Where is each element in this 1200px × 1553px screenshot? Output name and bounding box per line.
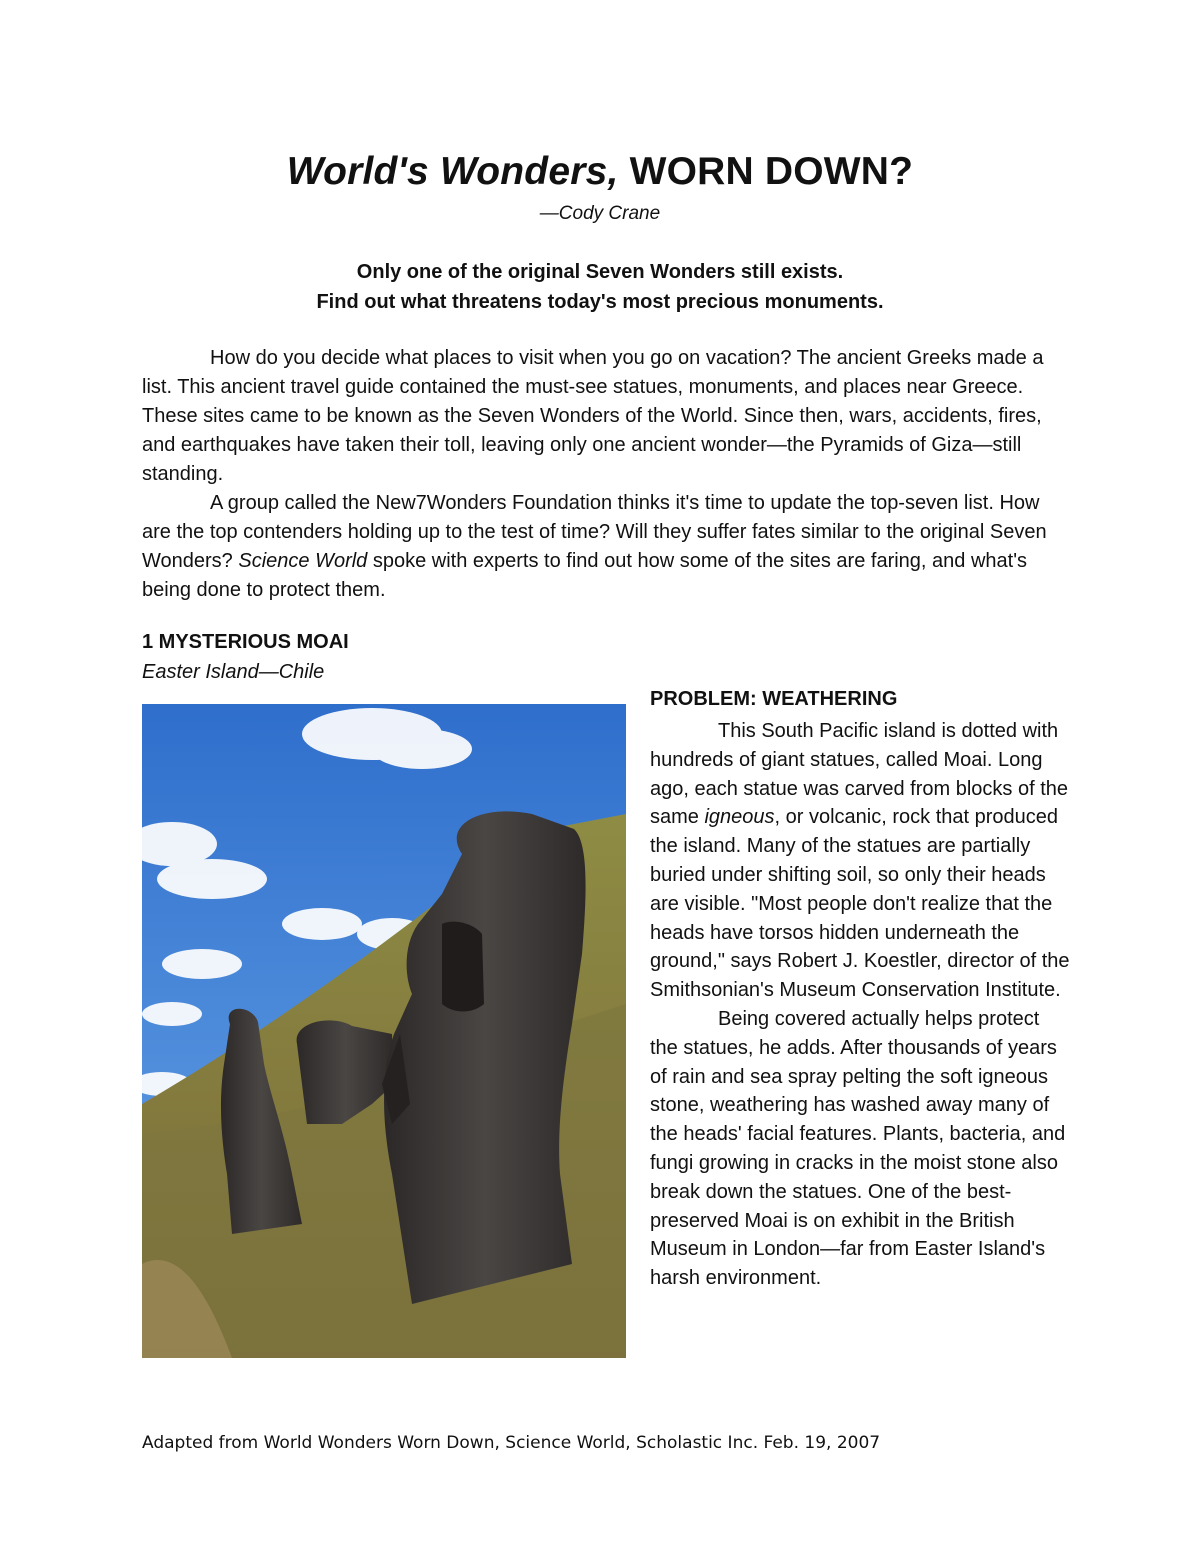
subhead-line-1: Only one of the original Seven Wonders still exists. (356, 261, 844, 283)
side-paragraph-2: Being covered actually helps protect the statues, he adds. After thousands of years of rain and sea spray pelting the soft igneous stone, weathering has washed away many of the heads' facial features. Plants, bacteria, and fungi growing in cracks in the moist stone also break down the statues. One of the best-preserved Moai is on exhibit in the British Museum in London—far from Easter Island's harsh environment. (650, 1007, 1066, 1290)
article-subhead (0, 257, 1200, 317)
intro-p2-italic: Science World (238, 550, 368, 572)
subhead-line-2: Find out what threatens today's most precious monuments. (316, 291, 884, 313)
article-title (0, 150, 1200, 194)
moai-photo-illustration (142, 704, 626, 1358)
article-title-italic: World's Wonders, (286, 150, 619, 193)
source-citation: Adapted from World Wonders Worn Down, Science World, Scholastic Inc. Feb. 19, 2007 (142, 1433, 881, 1453)
intro-paragraph-2 (142, 489, 1062, 605)
intro-text (142, 344, 1062, 605)
section-location: Easter Island—Chile (142, 661, 325, 683)
intro-p2-end: spoke with experts to find out how some of the sites are faring, and what's being done to protect them. (142, 550, 1028, 601)
article-title-rest: WORN DOWN? (618, 150, 914, 193)
intro-paragraph-1: How do you decide what places to visit when you go on vacation? The ancient Greeks made a list. This ancient travel guide contained the must-see statues, monuments, and places near Greece. These sites came to be known as the Seven Wonders of the World. Since then, wars, accidents, fires, and earthquakes have taken their toll, leaving only one ancient wonder—the Pyramids of Giza—still standing. (142, 347, 1044, 485)
section-heading: 1 MYSTERIOUS MOAI (142, 631, 349, 653)
problem-heading: PROBLEM: WEATHERING (650, 688, 898, 710)
side-p1-italic: igneous (704, 806, 775, 829)
side-paragraph-1 (650, 717, 1070, 1005)
intro-p2-start: A group called the New7Wonders Foundation thinks it's time to update the top-seven list. How are the top contenders holding up to the test of time? Will they suffer fates similar to the original Seven Wonders? (142, 492, 1047, 572)
side-p1-start: This South Pacific island is dotted with hundreds of giant statues, called Moai. Long ago, each statue was carved from blocks of the same (650, 720, 1068, 829)
side-column-text (650, 717, 1070, 1293)
side-p1-end: , or volcanic, rock that produced the island. Many of the statues are partially buried under shifting soil, so only their heads are visible. "Most people don't realize that the heads have torsos hidden underneath the ground," says Robert J. Koestler, director of the Smithsonian's Museum Conservation Institute. (650, 806, 1070, 1002)
article-byline: —Cody Crane (539, 203, 661, 224)
moai-photo (142, 704, 626, 1358)
